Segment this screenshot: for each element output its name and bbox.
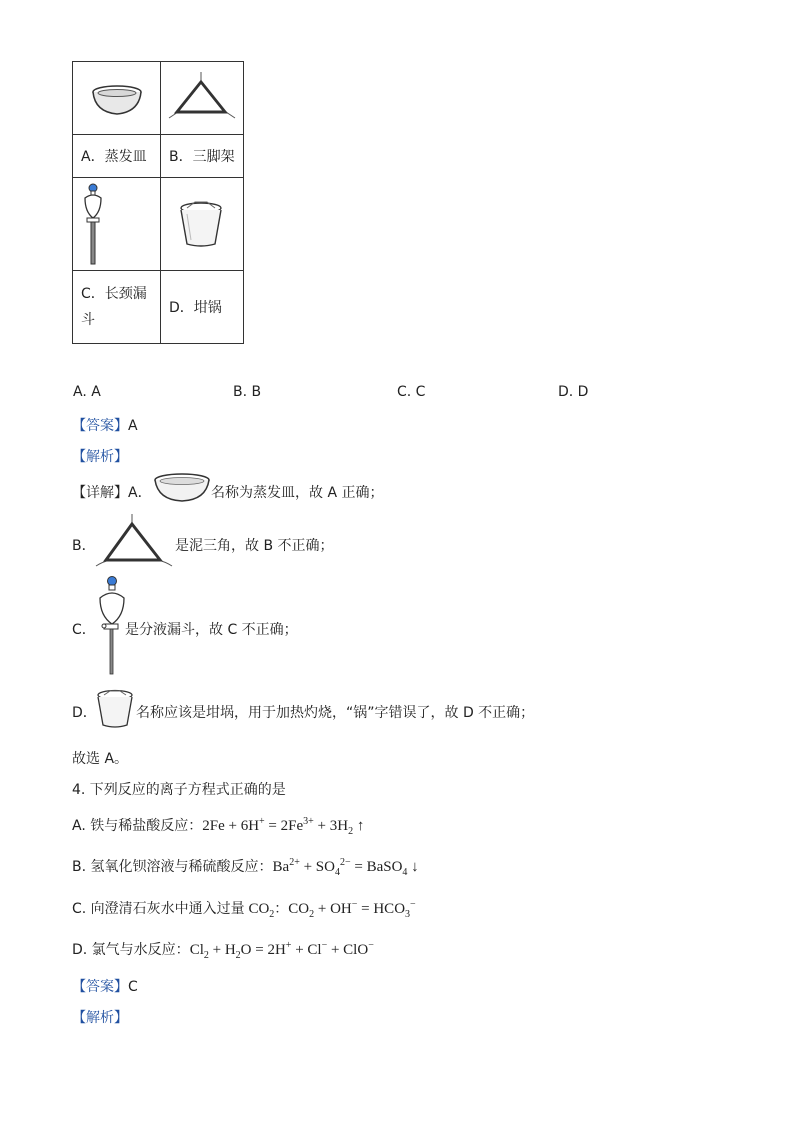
equation-b: $Ba^{2+} + SO_4^{2-}$ = BaSO$_4$ ↓ — [272, 857, 419, 878]
clay-triangle-cell — [161, 62, 244, 135]
caption-d: D．坩锅 — [161, 271, 244, 344]
q4-option-a: A. 铁与稀盐酸反应：$2Fe + 6H^+ = 2Fe^{3+} + 3H_2$ ↑ — [72, 816, 365, 837]
detail-line-d-text: 名称应该是坩埚，用于加热灼烧，“锅”字错误了，故 D 不正确； — [136, 705, 535, 721]
analysis-tag-1: 【解析】 — [72, 449, 128, 465]
crucible-image — [161, 178, 243, 270]
equation-d: $Cl_2 + H_2O = 2H^+ + Cl^- + ClO^-$ — [189, 940, 374, 961]
caption-b: B．三脚架 — [161, 135, 244, 178]
equation-a: $2Fe + 6H^+ = 2Fe^{3+} + 3H_2$ ↑ — [202, 816, 365, 837]
detail-line-b-prefix: B． — [72, 538, 96, 554]
option-a: A. A — [73, 384, 101, 400]
q4-option-d: D. 氯气与水反应：$Cl_2 + H_2O = 2H^+ + Cl^- + ClO^-$ — [72, 940, 374, 961]
equation-c: $CO_2 + OH^- = HCO_3^-$ — [288, 899, 416, 920]
answer-value-2: C — [128, 979, 138, 995]
detail-tag: 【详解】 — [72, 485, 128, 501]
apparatus-table — [72, 61, 244, 344]
detail-line-c-prefix: C． — [72, 622, 96, 638]
answer-line-2 — [72, 976, 138, 996]
evaporating-dish-image — [73, 62, 160, 134]
answer-line-1 — [72, 415, 138, 435]
detail-line-b-text: 是泥三角，故 B 不正确； — [175, 538, 334, 554]
separatory-funnel-image — [73, 178, 160, 270]
answer-value: A — [128, 418, 138, 434]
answer-tag-2: 【答案】 — [72, 979, 128, 995]
detail-line-a-text: 名称为蒸发皿，故 A 正确； — [211, 485, 384, 501]
caption-c: C．长颈漏 斗 — [73, 271, 161, 344]
clay-triangle-inline-image — [92, 512, 176, 572]
caption-a: A．蒸发皿 — [73, 135, 161, 178]
long-neck-funnel-cell — [73, 178, 161, 271]
option-c: C. C — [397, 384, 426, 400]
analysis-tag-2: 【解析】 — [72, 1010, 128, 1026]
detail-line-c-text: 是分液漏斗，故 C 不正确； — [125, 622, 298, 638]
conclusion: 故选 A。 — [72, 751, 129, 767]
clay-triangle-image — [161, 62, 243, 134]
crucible-cell — [161, 178, 244, 271]
evaporating-dish-cell — [73, 62, 161, 135]
crucible-inline-image — [94, 688, 136, 730]
separatory-funnel-inline-image — [96, 574, 128, 676]
q4-option-b: B. 氢氧化钡溶液与稀硫酸反应：$Ba^{2+} + SO_4^{2-}$ = BaSO$_4$ ↓ — [72, 857, 419, 878]
detail-line-a: 【详解】A． — [72, 485, 152, 501]
answer-tag: 【答案】 — [72, 418, 128, 434]
option-d: D. D — [558, 384, 589, 400]
option-b: B. B — [233, 384, 262, 400]
question-4-stem: 4. 下列反应的离子方程式正确的是 — [72, 782, 286, 798]
detail-line-d-prefix: D． — [72, 705, 97, 721]
evaporating-dish-inline-image — [152, 470, 212, 506]
q4-option-c: C. 向澄清石灰水中通入过量 $CO_2$：$CO_2 + OH^- = HCO_3^-$ — [72, 899, 416, 920]
